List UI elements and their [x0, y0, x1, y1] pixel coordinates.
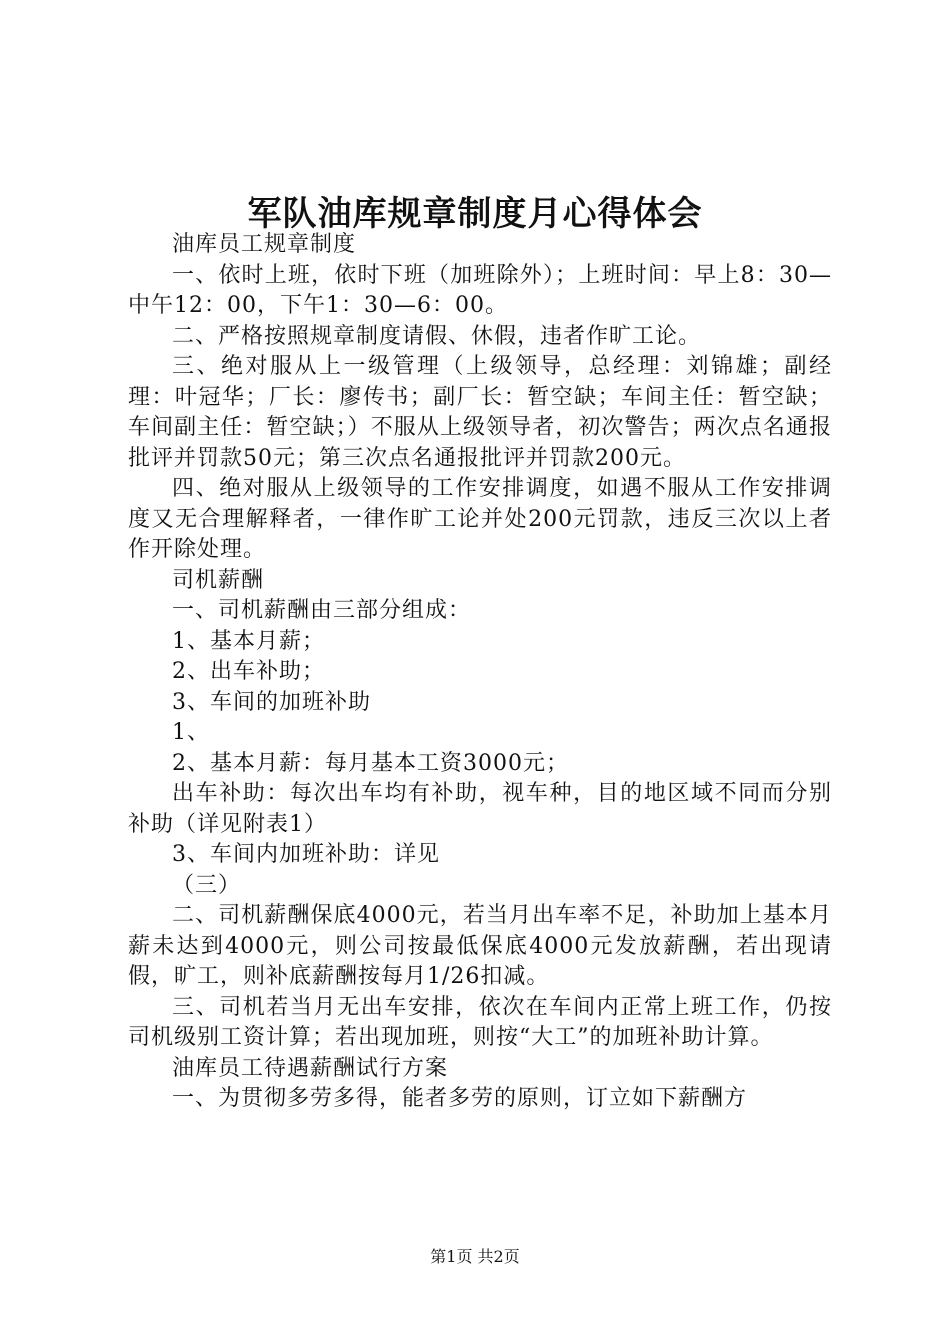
- paragraph: 1、: [172, 720, 210, 745]
- paragraph: 3、车间的加班补助: [172, 689, 371, 715]
- document-body: [128, 230, 832, 1115]
- page-footer: 第1页 共2页: [430, 1247, 520, 1266]
- paragraph: 一、依时上班，依时下班（加班除外）；上班时间：早上8：30—中午12：00，下午1：30—6：00。: [128, 262, 832, 318]
- paragraph: （三）: [172, 872, 242, 898]
- paragraph: 一、为贯彻多劳多得，能者多劳的原则，订立如下薪酬方: [172, 1086, 748, 1111]
- paragraph: 四、绝对服从上级领导的工作安排调度，如遇不服从工作安排调度又无合理解释者，一律作旷工论并处200元罚款，违反三次以上者作开除处理。: [128, 476, 832, 562]
- paragraph: 二、司机薪酬保底4000元，若当月出车率不足，补助加上基本月薪未达到4000元，则公司按最低保底4000元发放薪酬，若出现请假，旷工，则补底薪酬按每月1/26扣减。: [128, 903, 832, 989]
- paragraph: 三、司机若当月无出车安排，依次在车间内正常上班工作，仍按司机级别工资计算；若出现加班，则按“大工”的加班补助计算。: [128, 994, 832, 1050]
- paragraph: 2、出车补助；: [172, 659, 325, 684]
- paragraph: 司机薪酬: [172, 567, 265, 593]
- paragraph: 二、严格按照规章制度请假、休假，违者作旷工论。: [172, 323, 702, 349]
- paragraph: 一、司机薪酬由三部分组成：: [172, 598, 472, 623]
- paragraph: 油库员工规章制度: [172, 232, 357, 257]
- paragraph: 油库员工待遇薪酬试行方案: [172, 1055, 449, 1081]
- paragraph: 三、绝对服从上一级管理（上级领导，总经理：刘锦雄；副经理：叶冠华；厂长：廖传书；副厂长：暂空缺；车间主任：暂空缺；车间副主任：暂空缺；）不服从上级领导者，初次警告；两次点名通报批评并罚款50元；第三次点名通报批评并罚款200元。: [128, 354, 832, 471]
- paragraph: 2、基本月薪：每月基本工资3000元；: [172, 750, 569, 776]
- paragraph: 3、车间内加班补助：详见: [172, 842, 440, 867]
- paragraph: 出车补助：每次出车均有补助，视车种，目的地区域不同而分别补助（详见附表1）: [128, 781, 832, 837]
- page-title: 军队油库规章制度月心得体会: [247, 194, 703, 234]
- paragraph: 1、基本月薪；: [172, 628, 325, 654]
